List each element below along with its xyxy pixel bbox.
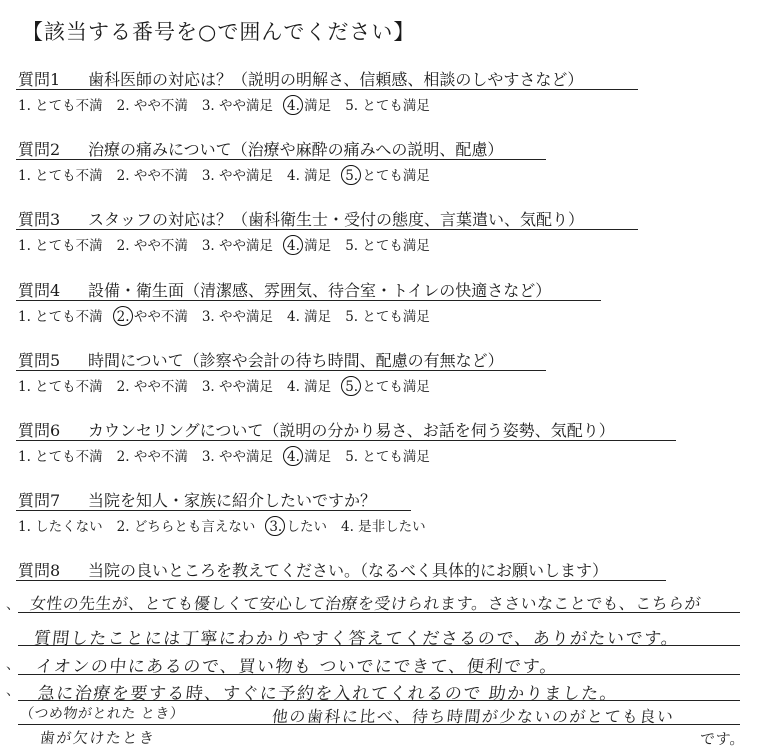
rating-option-label: 4. 満足 xyxy=(287,449,331,465)
question-text: カウンセリングについて（説明の分かり易さ、お話を伺う姿勢、気配り） xyxy=(88,421,615,440)
question-text: 当院の良いところを教えてください。（なるべく具体的にお願いします） xyxy=(88,561,609,580)
rating-option-label: 5. とても満足 xyxy=(345,449,430,465)
rating-option-5[interactable] xyxy=(345,445,430,465)
rating-option-2[interactable] xyxy=(117,94,188,114)
question-heading xyxy=(18,137,503,160)
rating-option-1[interactable] xyxy=(18,164,103,184)
rating-option-2[interactable] xyxy=(117,375,188,395)
question-number: 質問8 xyxy=(18,561,61,580)
rating-option-label: 2. やや不満 xyxy=(116,168,188,184)
rating-option-label: 3. したい xyxy=(269,519,327,535)
handwritten-answer-line: です。 xyxy=(699,730,747,748)
question-heading xyxy=(18,348,504,371)
rating-option-selected[interactable] xyxy=(269,515,327,535)
rating-option-2[interactable] xyxy=(117,164,188,184)
heading-underline xyxy=(16,89,638,90)
rating-option-label: 3. やや満足 xyxy=(201,379,274,395)
question-text: スタッフの対応は？（歯科衛生士・受付の態度、言葉遣い、気配り） xyxy=(88,210,585,229)
rating-option-label: 4. 満足 xyxy=(287,238,331,254)
question-text: 当院を知人・家族に紹介したいですか？ xyxy=(88,491,377,510)
heading-underline xyxy=(16,300,601,301)
rating-option-1[interactable] xyxy=(18,234,103,254)
question-number: 質問5 xyxy=(18,351,61,370)
circled-selection-mark xyxy=(265,516,285,536)
rating-option-1[interactable] xyxy=(18,305,103,325)
rating-option-label: 4. 満足 xyxy=(287,168,332,184)
question-text: 時間について（診察や会計の待ち時間、配慮の有無など） xyxy=(88,351,504,370)
heading-underline xyxy=(16,370,546,371)
rating-option-selected[interactable] xyxy=(345,375,430,395)
circled-selection-mark xyxy=(341,165,361,185)
rating-option-label: 4. 満足 xyxy=(287,309,332,325)
bullet-mark: 、 xyxy=(6,683,20,699)
rating-options xyxy=(18,234,444,254)
rating-option-label: 1. とても不満 xyxy=(18,238,103,254)
rating-options xyxy=(18,445,444,465)
rating-option-label: 1. とても不満 xyxy=(18,98,103,114)
rating-option-label: 3. やや満足 xyxy=(201,449,274,465)
question-number: 質問2 xyxy=(18,140,61,159)
rating-option-3[interactable] xyxy=(202,164,273,184)
rating-option-label: 1. とても不満 xyxy=(18,168,103,184)
rating-options xyxy=(18,375,444,395)
rating-option-selected[interactable] xyxy=(287,94,331,114)
rating-options xyxy=(18,164,444,184)
question-8-heading xyxy=(18,558,608,581)
rating-option-5[interactable] xyxy=(345,305,430,325)
rating-option-label: 4. 是非したい xyxy=(341,519,426,535)
question-number: 質問4 xyxy=(18,281,61,300)
rating-option-label: 2. やや不満 xyxy=(117,309,188,325)
question-number: 質問7 xyxy=(18,491,61,510)
question-number: 質問6 xyxy=(18,421,61,440)
handwritten-answer-line: （つめ物がとれた とき） xyxy=(19,706,186,722)
bullet-mark: 、 xyxy=(6,657,20,673)
rating-option-label: 3. やや満足 xyxy=(201,98,274,114)
rating-option-label: 3. やや満足 xyxy=(201,168,274,184)
circled-selection-mark xyxy=(283,235,303,255)
rating-option-label: 1. したくない xyxy=(18,519,103,535)
rating-option-2[interactable] xyxy=(117,445,188,465)
rating-option-selected[interactable] xyxy=(287,234,331,254)
circled-selection-mark xyxy=(113,306,133,326)
heading-underline xyxy=(16,440,676,441)
question-heading xyxy=(18,418,615,441)
circled-selection-mark xyxy=(341,376,361,396)
heading-underline xyxy=(16,510,411,511)
rating-options xyxy=(18,515,440,535)
rating-option-label: 5. とても満足 xyxy=(345,168,430,184)
rating-options xyxy=(18,94,444,114)
rating-option-label: 4. 満足 xyxy=(287,98,331,114)
bullet-mark: 、 xyxy=(6,597,20,613)
rating-option-5[interactable] xyxy=(345,234,430,254)
rating-option-selected[interactable] xyxy=(287,445,331,465)
rating-option-label: 5. とても満足 xyxy=(345,379,430,395)
rating-option-label: 2. やや不満 xyxy=(116,379,188,395)
heading-underline xyxy=(16,159,546,160)
rating-option-4[interactable] xyxy=(341,515,426,535)
handwritten-answer-line: 他の歯科に比べ、待ち時間が少ないのがとても良い xyxy=(270,707,676,726)
question-text: 歯科医師の対応は？（説明の明解さ、信頼感、相談のしやすさなど） xyxy=(88,70,584,89)
rating-option-label: 2. どちらとも言えない xyxy=(116,519,256,535)
rating-option-4[interactable] xyxy=(287,164,331,184)
rating-option-label: 2. やや不満 xyxy=(116,449,188,465)
rating-option-1[interactable] xyxy=(18,375,103,395)
rating-option-3[interactable] xyxy=(202,234,273,254)
handwritten-answer-line: 歯が欠けたとき xyxy=(39,729,157,747)
rating-option-4[interactable] xyxy=(287,305,331,325)
rating-option-2[interactable] xyxy=(117,515,256,535)
rating-option-3[interactable] xyxy=(202,445,273,465)
rating-option-5[interactable] xyxy=(345,94,430,114)
rating-option-label: 3. やや満足 xyxy=(201,238,274,254)
rating-option-label: 2. やや不満 xyxy=(116,98,188,114)
rating-option-2[interactable] xyxy=(117,234,188,254)
rating-option-label: 4. 満足 xyxy=(287,379,332,395)
rating-option-label: 5. とても満足 xyxy=(345,98,430,114)
rating-option-1[interactable] xyxy=(18,515,103,535)
rating-option-label: 2. やや不満 xyxy=(116,238,188,254)
question-text: 治療の痛みについて（治療や麻酔の痛みへの説明、配慮） xyxy=(88,140,504,159)
heading-underline xyxy=(16,580,666,581)
circled-selection-mark xyxy=(283,95,303,115)
rating-option-3[interactable] xyxy=(202,94,273,114)
survey-title: 【該当する番号を○で囲んでください】 xyxy=(22,20,416,44)
question-number: 質問3 xyxy=(18,210,61,229)
rating-option-4[interactable] xyxy=(287,375,331,395)
circled-selection-mark xyxy=(283,446,303,466)
rating-option-selected[interactable] xyxy=(117,305,188,325)
handwritten-answer-line: イオンの中にあるので、買い物も ついでにできて、便利です。 xyxy=(34,657,560,677)
question-heading xyxy=(18,67,583,90)
rating-option-label: 1. とても不満 xyxy=(18,379,103,395)
question-number: 質問1 xyxy=(18,70,61,89)
question-heading xyxy=(18,278,551,301)
rating-options xyxy=(18,305,444,325)
rating-option-1[interactable] xyxy=(18,94,103,114)
question-heading xyxy=(18,207,584,230)
question-heading xyxy=(18,488,376,511)
heading-underline xyxy=(16,229,638,230)
handwritten-answer-line: 女性の先生が、とても優しくて安心して治療を受けられます。ささいなことでも、こちらが xyxy=(28,594,703,613)
rating-option-label: 1. とても不満 xyxy=(18,449,103,465)
rating-option-3[interactable] xyxy=(202,305,273,325)
rating-option-label: 5. とても満足 xyxy=(345,309,430,325)
question-text: 設備・衛生面（清潔感、雰囲気、待合室・トイレの快適さなど） xyxy=(88,281,552,300)
handwritten-answer-line: 急に治療を要する時、すぐに予約を入れてくれるので 助かりました。 xyxy=(36,684,620,704)
rating-option-label: 3. やや満足 xyxy=(201,309,274,325)
rating-option-selected[interactable] xyxy=(345,164,430,184)
handwritten-answer-line: 質問したことには丁寧にわかりやすく答えてくださるので、ありがたいです。 xyxy=(32,629,681,649)
rating-option-3[interactable] xyxy=(202,375,273,395)
rating-option-label: 1. とても不満 xyxy=(18,309,103,325)
rating-option-label: 5. とても満足 xyxy=(345,238,430,254)
rating-option-1[interactable] xyxy=(18,445,103,465)
